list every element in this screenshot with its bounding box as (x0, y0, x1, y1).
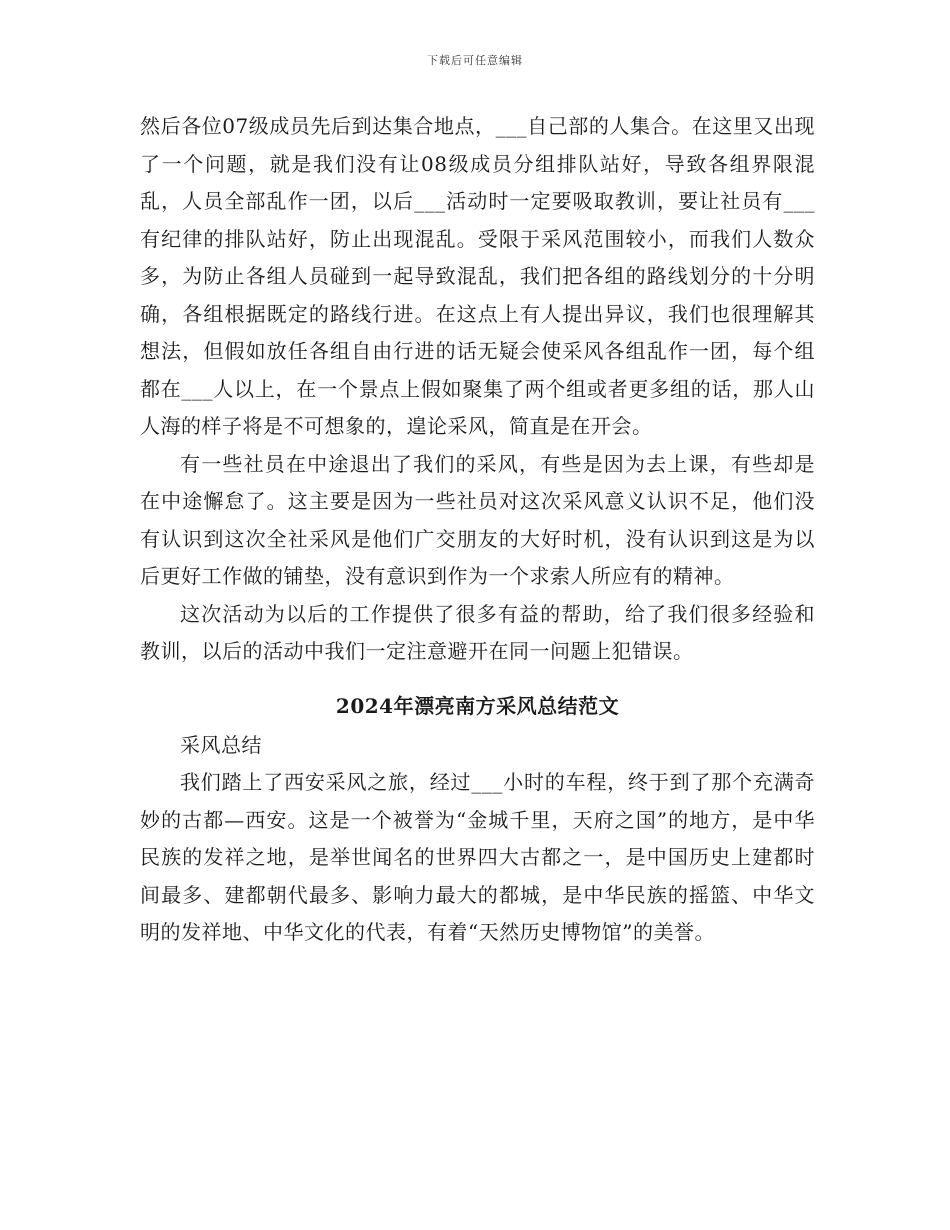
document-body (140, 108, 815, 952)
paragraph-xian-trip: 我们踏上了西安采风之旅，经过___小时的车程，终于到了那个充满奇妙的古都—西安。这是一个被誉为“金城千里，天府之国”的地方，是中华民族的发祥之地，是举世闻名的世界四大古都之一，是中国历史上建都时间最多、建都朝代最多、影响力最大的都城，是中华民族的摇篮、中华文明的发祥地、中华文化的代表，有着“天然历史博物馆”的美誉。 (140, 770, 815, 944)
section-subtitle: 采风总结 (180, 732, 262, 757)
paragraph-members-quit: 有一些社员在中途退出了我们的采风，有些是因为去上课，有些却是在中途懈怠了。这主要是因为一些社员对这次采风意义认识不足，他们没有认识到这次全社采风是他们广交朋友的大好时机，没有认识到这是为以后更好工作做的铺垫，没有意识到作为一个求索人所应有的精神。 (140, 451, 815, 588)
section-title: 2024年漂亮南方采风总结范文 (335, 693, 620, 718)
page-header: 下载后可任意编辑 (427, 54, 523, 67)
paragraph-lessons: 这次活动为以后的工作提供了很多有益的帮助，给了我们很多经验和教训，以后的活动中我们一定注意避开在同一问题上犯错误。 (140, 601, 815, 663)
paragraph-continued: 然后各位07级成员先后到达集合地点，___自己部的人集合。在这里又出现了一个问题，就是我们没有让08级成员分组排队站好，导致各组界限混乱，人员全部乱作一团，以后___活动时一定要吸取教训，要让社员有___有纪律的排队站好，防止出现混乱。受限于采风范围较小，而我们人数众多，为防止各组人员碰到一起导致混乱，我们把各组的路线划分的十分明确，各组根据既定的路线行进。在这点上有人提出异议，我们也很理解其想法，但假如放任各组自由行进的话无疑会使采风各组乱作一团，每个组都在___人以上，在一个景点上假如聚集了两个组或者更多组的话，那人山人海的样子将是不可想象的，遑论采风，简直是在开会。 (140, 114, 815, 438)
